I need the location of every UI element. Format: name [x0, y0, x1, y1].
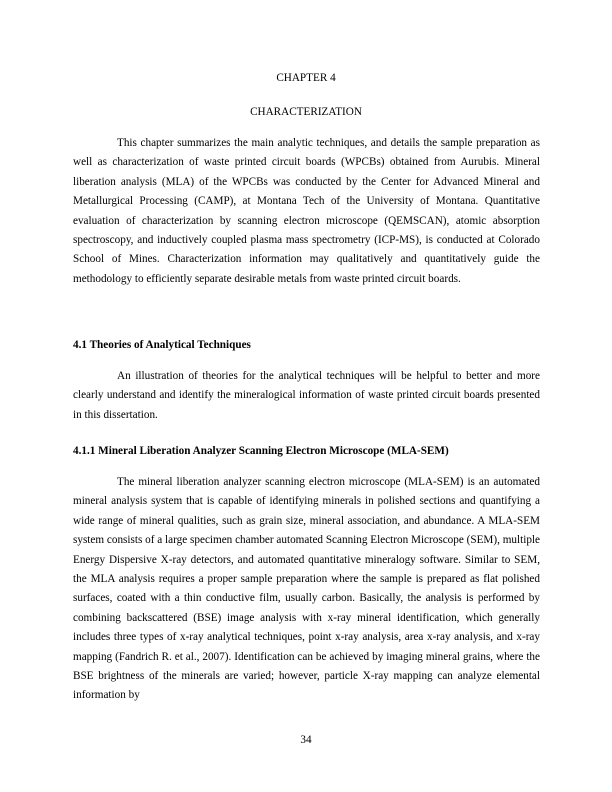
chapter-number: CHAPTER 4	[276, 72, 336, 84]
section-heading-4-1: 4.1 Theories of Analytical Techniques	[73, 339, 251, 351]
section-4-1-paragraph: An illustration of theories for the analytical techniques will be helpful to better and more clearly understand and identify the mineralogical information of waste printed circuit boards presented in this dissertation.	[73, 370, 540, 421]
section-4-1-1-paragraph: The mineral liberation analyzer scanning electron microscope (MLA-SEM) is an automated mineral analysis system that is capable of identifying minerals in polished sections and quantifying a wide range of mineral qualities, such as grain size, mineral association, and abundance. A MLA-SEM system consists of a large specimen chamber automated Scanning Electron Microscope (SEM), multiple Energy Dispersive X-ray detectors, and automated quantitative mineralogy software. Similar to SEM, the MLA analysis requires a proper sample preparation where the sample is prepared as flat polished surfaces, coated with a thin conductive film, usually carbon. Basically, the analysis is performed by combining backscattered (BSE) image analysis with x-ray mineral identification, which generally includes three types of x-ray analytical techniques, point x-ray analysis, area x-ray analysis, and x-ray mapping (Fandrich R. et al., 2007). Identification can be achieved by imaging mineral grains, where the BSE brightness of the minerals are varied; however, particle X-ray mapping can analyze elemental information by	[73, 476, 540, 702]
chapter-title: CHARACTERIZATION	[250, 106, 362, 118]
section-heading-4-1-1: 4.1.1 Mineral Liberation Analyzer Scanning Electron Microscope (MLA-SEM)	[73, 445, 449, 457]
page-number: 34	[300, 734, 312, 746]
intro-paragraph: This chapter summarizes the main analytic techniques, and details the sample preparation as well as characterization of waste printed circuit boards (WPCBs) obtained from Aurubis. Mineral liberation analysis (MLA) of the WPCBs was conducted by the Center for Advanced Mineral and Metallurgical Processing (CAMP), at Montana Tech of the University of Montana. Quantitative evaluation of characterization by scanning electron microscope (QEMSCAN), atomic absorption spectroscopy, and inductively coupled plasma mass spectrometry (ICP-MS), is conducted at Colorado School of Mines. Characterization information may qualitatively and quantitatively guide the methodology to efficiently separate desirable metals from waste printed circuit boards.	[73, 137, 540, 285]
